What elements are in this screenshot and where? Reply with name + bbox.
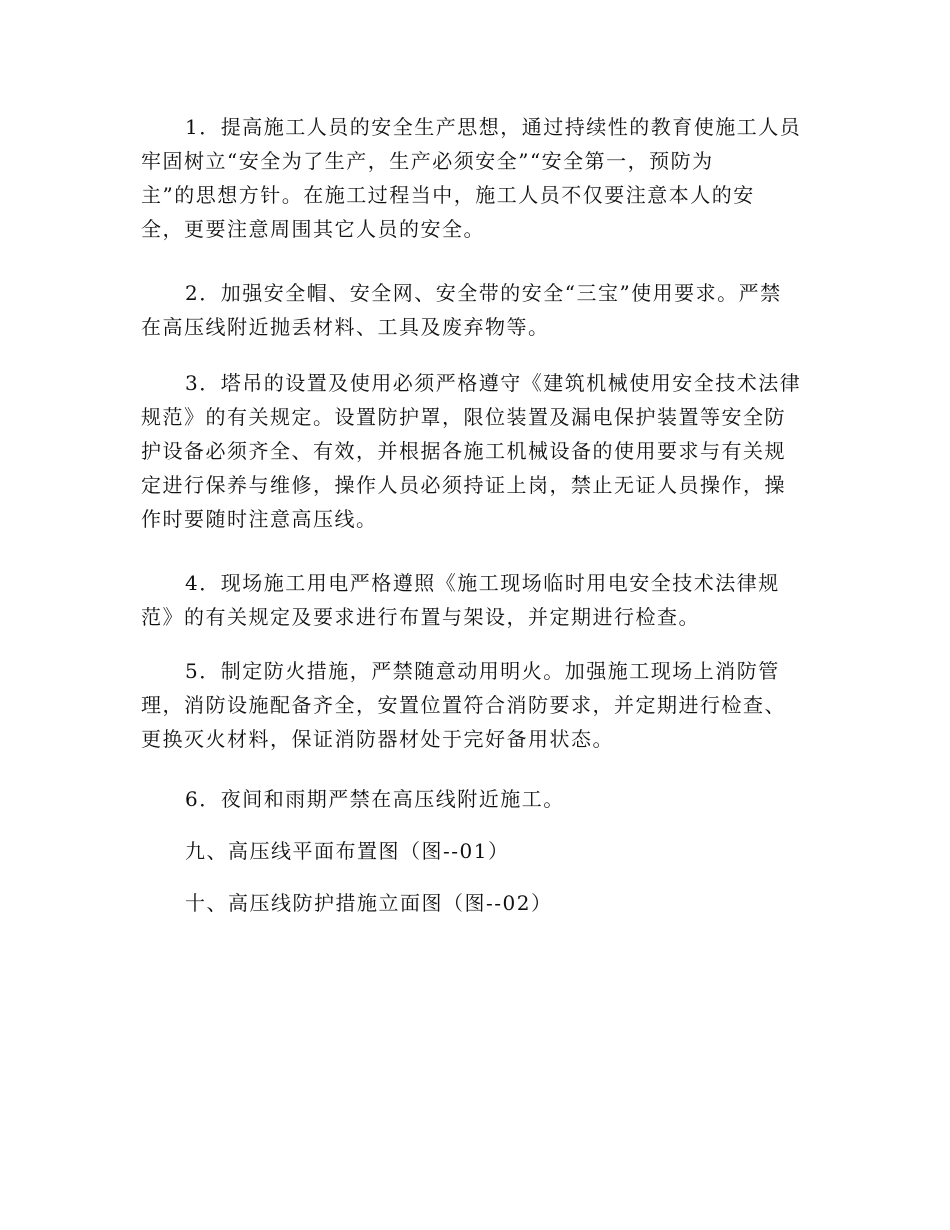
text-line: 护设备必须齐全、有效，并根据各施工机械设备的使用要求与有关规 <box>141 439 786 463</box>
text-line: 3．塔吊的设置及使用必须严格遵守《建筑机械使用安全技术法律 <box>185 371 802 395</box>
text-line: 主”的思想方针。在施工过程当中，施工人员不仅要注意本人的安 <box>141 183 755 207</box>
text-line: 全，更要注意周围其它人员的安全。 <box>141 217 485 241</box>
text-line: 5．制定防火措施，严禁随意动用明火。加强施工现场上消防管 <box>185 659 780 683</box>
section-heading-elevation <box>141 886 813 920</box>
paragraph-tower-crane <box>141 366 813 536</box>
text-line: 九、高压线平面布置图（图--01） <box>185 839 510 863</box>
text-line: 在高压线附近抛丢材料、工具及废弃物等。 <box>141 315 550 339</box>
paragraph-fire-prevention <box>141 654 813 756</box>
paragraph-night-rain <box>141 782 813 816</box>
text-line: 定进行保养与维修，操作人员必须持证上岗，禁止无证人员操作，操 <box>141 473 786 497</box>
text-line: 4．现场施工用电严格遵照《施工现场临时用电安全技术法律规 <box>185 571 780 595</box>
paragraph-safety-awareness <box>141 110 813 246</box>
section-heading-plan-layout <box>141 834 813 868</box>
text-line: 更换灭火材料，保证消防器材处于完好备用状态。 <box>141 727 614 751</box>
text-line: 6．夜间和雨期严禁在高压线附近施工。 <box>185 787 565 811</box>
paragraph-safety-gear <box>141 276 813 344</box>
text-line: 作时要随时注意高压线。 <box>141 507 378 531</box>
text-line: 规范》的有关规定。设置防护罩，限位装置及漏电保护装置等安全防 <box>141 405 786 429</box>
text-line: 十、高压线防护措施立面图（图--02） <box>185 891 553 915</box>
text-line: 1．提高施工人员的安全生产思想，通过持续性的教育使施工人员 <box>185 115 802 139</box>
text-line: 范》的有关规定及要求进行布置与架设，并定期进行检查。 <box>141 605 700 629</box>
paragraph-site-electricity <box>141 566 813 634</box>
text-line: 理，消防设施配备齐全，安置位置符合消防要求，并定期进行检查、 <box>141 693 786 717</box>
text-line: 牢固树立“安全为了生产，生产必须安全”“安全第一，预防为 <box>141 149 714 173</box>
text-line: 2．加强安全帽、安全网、安全带的安全“三宝”使用要求。严禁 <box>185 281 782 305</box>
